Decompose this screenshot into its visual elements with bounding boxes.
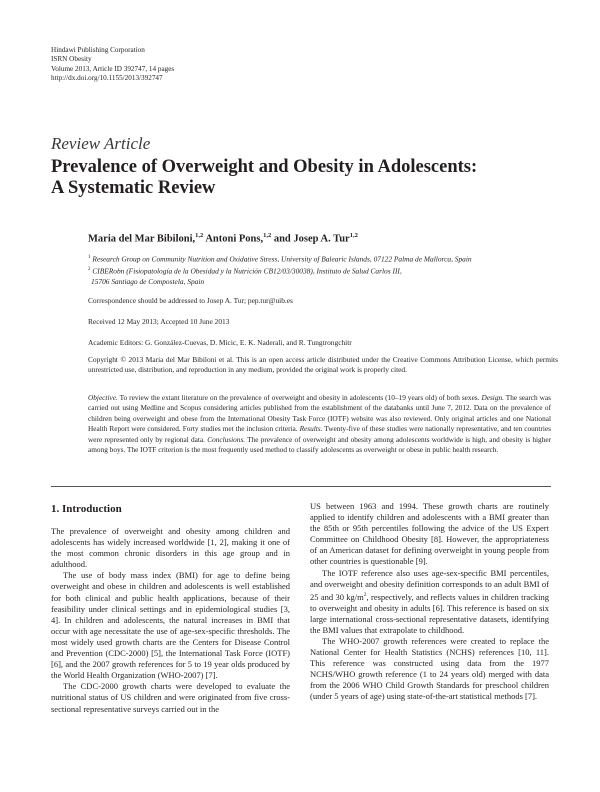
paragraph bbox=[310, 568, 549, 636]
author-2: Antoni Pons, bbox=[205, 233, 264, 245]
article-type: Review Article bbox=[51, 134, 151, 153]
volume-info: Volume 2013, Article ID 392747, 14 pages bbox=[51, 64, 175, 73]
abstract bbox=[88, 393, 551, 455]
design-label: Design. bbox=[481, 393, 504, 402]
design-text: The search was carried out using Medline and Scopus considering articles published from the establishment of the databanks until June 7, 2012. Data on the prevalence of children being overweight and obese from the International Obesity Task Force (IOTF) website was also reviewed. Only original articles and one National Health Report were considered. Forty studies met the inclusion criteria. bbox=[88, 393, 552, 434]
superscript: 2 bbox=[363, 591, 367, 598]
paragraph: The prevalence of overweight and obesity among children and adolescents has widely increased worldwide [1, 2], making it one of the most common chronic disorders in this age group and in adulthood. bbox=[51, 526, 290, 570]
journal-header bbox=[51, 46, 174, 84]
affiliation-2 bbox=[88, 265, 558, 277]
objective-text: To review the extant literature on the prevalence of overweight and obesity in adolescents (10–19 years old) of both sexes. bbox=[117, 393, 482, 402]
title-line-1: Prevalence of Overweight and Obesity in Adolescents: bbox=[51, 157, 478, 177]
paragraph: The use of body mass index (BMI) for age to define being overweight and obese in children and adolescents is well established for both clinical and public health applications, because of their feasibility under clinical settings and in epidemiological studies [3, 4]. In children and adolescents, the natural increases in BMI that occur with age necessitate the use of age-sex-specific thresholds. The most widely used growth charts are the Centers for Disease Control and Prevention (CDC-2000) [5], the International Task Force (IOTF) [6], and the 2007 growth references for 5 to 19 year olds produced by the World Health Organization (WHO-2007) [7]. bbox=[51, 570, 290, 681]
author-2-affil: 1,2 bbox=[263, 232, 272, 239]
affiliation-2-number: 2 bbox=[88, 266, 91, 272]
correspondence-text: Correspondence should be addressed to Josep A. Tur; pep.tur@uib.es bbox=[88, 296, 293, 305]
affiliation-2-text: CIBERobn (Fisiopatología de la Obesidad y la Nutrición CB12/03/30038), Instituto de Salud Carlos III, bbox=[90, 266, 402, 276]
title-line-2: A Systematic Review bbox=[51, 178, 216, 198]
academic-editors: Academic Editors: G. González-Cuevas, D. Micic, E. K. Naderali, and R. Tungtrongchitr bbox=[88, 338, 352, 347]
paragraph: The WHO-2007 growth references were created to replace the National Center for Health Statistics (NCHS) references [10, 11]. This reference was constructed using data from the 1977 NCHS/WHO growth reference (1 to 24 years old) merged with data from the 2006 WHO Child Growth Standards for preschool children (under 5 years of age) using state-of-the-art statistical methods [7]. bbox=[310, 635, 549, 702]
author-3-affil: 1,2 bbox=[349, 232, 358, 239]
author-list bbox=[88, 232, 358, 245]
journal-name: ISRN Obesity bbox=[51, 55, 92, 64]
results-label: Results. bbox=[299, 424, 323, 434]
affiliation-1-number: 1 bbox=[88, 255, 91, 260]
correspondence bbox=[88, 296, 558, 306]
paragraph-text: The IOTF reference also uses age-sex-specific BMI percentiles, and overweight and obesity definition corresponds to an adult BMI of 25 and 30 kg/m bbox=[310, 567, 549, 602]
affiliation-1 bbox=[88, 253, 558, 265]
section-divider bbox=[51, 486, 551, 487]
doi-link[interactable]: http://dx.doi.org/10.1155/2013/392747 bbox=[51, 74, 163, 83]
right-column bbox=[310, 501, 549, 703]
author-3: and Josep A. Tur bbox=[273, 233, 350, 245]
conclusions-label: Conclusions. bbox=[207, 434, 246, 444]
affiliation-1-text: Research Group on Community Nutrition and Oxidative Stress, University of Balearic Islands, 07122 Palma de Mallorca, Spain bbox=[90, 254, 472, 264]
conclusions-text: The prevalence of overweight and obesity among adolescents worldwide is high, and obesity is higher among boys. The IOTF criterion is the most frequently used method to classify adolescents as overweight or obese in public health research. bbox=[88, 434, 552, 455]
results-text: Twenty-five of these studies were nationally representative, and ten countries were represented only by regional data. bbox=[88, 424, 551, 444]
author-1: Maria del Mar Bibiloni, bbox=[88, 233, 196, 245]
paragraph: US between 1963 and 1994. These growth charts are routinely applied to identify children and adolescents with a BMI greater than the 85th or 95th percentiles following the advice of the US Expert Committee on Childhood Obesity [8]. However, the appropriateness of an American dataset for defining overweight in young people from other countries is questionable [9]. bbox=[310, 501, 549, 567]
article-title bbox=[51, 157, 477, 199]
affiliations bbox=[88, 253, 558, 287]
section-heading: 1. Introduction bbox=[51, 503, 122, 515]
publisher: Hindawi Publishing Corporation bbox=[51, 46, 145, 54]
copyright-notice: Copyright © 2013 Maria del Mar Bibiloni et al. This is an open access article distributed under the Creative Commons Attribution License, which permits unrestricted use, distribution, and reproduction in any medium, provided the original work is properly cited. bbox=[88, 355, 558, 375]
received-dates: Received 12 May 2013; Accepted 10 June 2013 bbox=[88, 317, 230, 326]
paragraph-text: , respectively, and reflects values in children tracking to overweight and obesity in adults [6]. This reference is based on six large international cross-sectional representative datasets, identifying the BMI values that extrapolate to childhood. bbox=[310, 591, 549, 635]
left-column bbox=[51, 526, 290, 715]
paragraph: The CDC-2000 growth charts were developed to evaluate the nutritional status of US children and were originated from five cross-sectional representative surveys carried out in the bbox=[51, 681, 290, 714]
affiliation-2-cont: 15706 Santiago de Compostela, Spain bbox=[91, 276, 205, 286]
objective-label: Objective. bbox=[88, 393, 118, 402]
author-1-affil: 1,2 bbox=[195, 232, 204, 239]
